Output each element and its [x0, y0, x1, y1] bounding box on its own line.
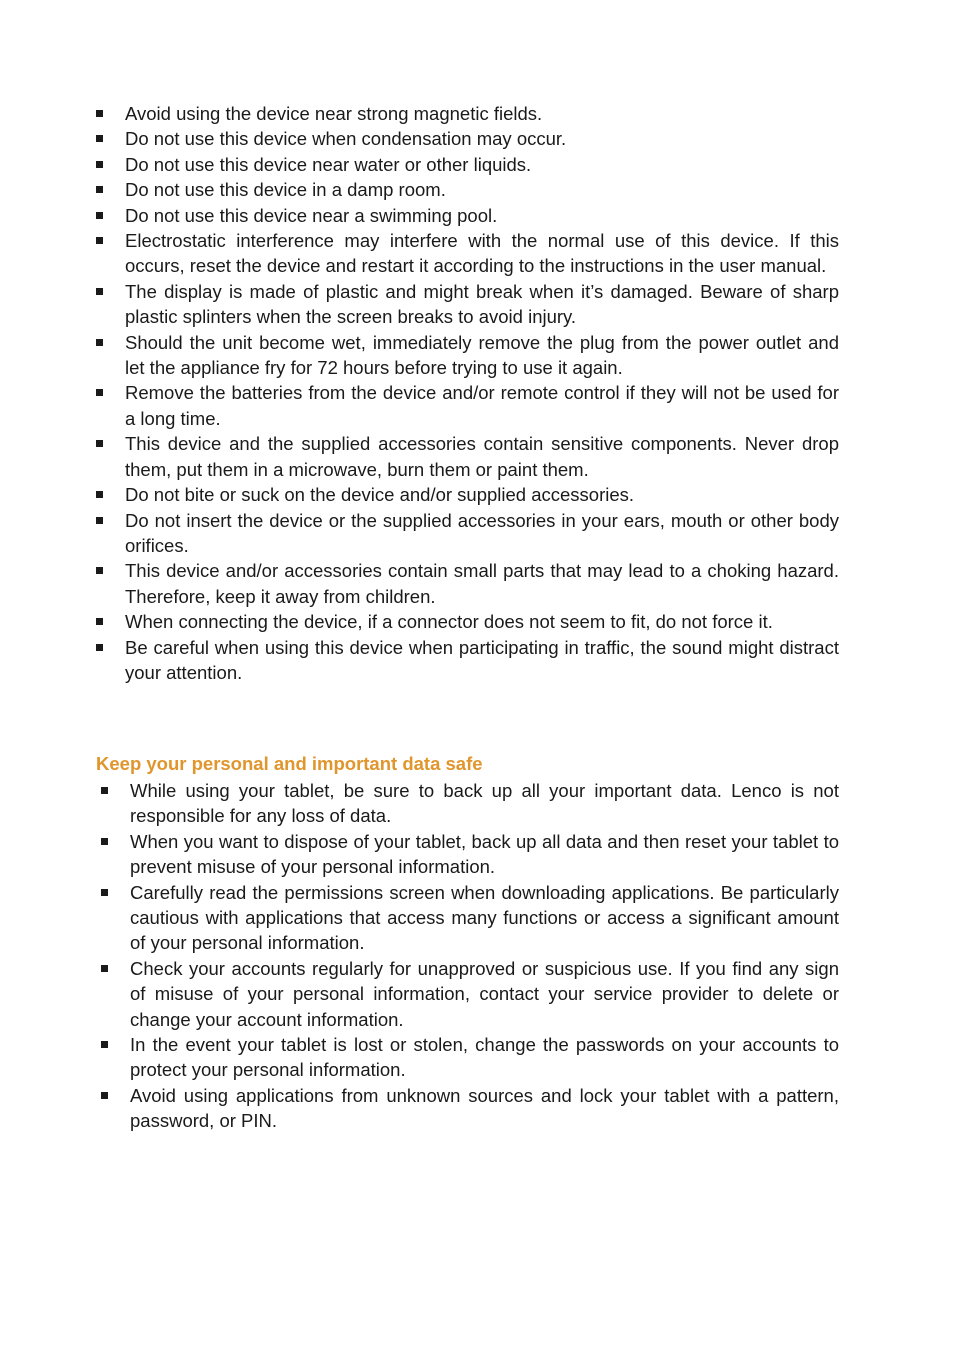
safety-precautions-list	[96, 101, 839, 685]
square-bullet-icon	[96, 389, 103, 396]
list-item	[101, 1083, 839, 1134]
list-item-text: Be careful when using this device when participating in traffic, the sound might distract your attention.	[125, 636, 839, 683]
list-item-text: Carefully read the permissions screen when downloading applications. Be particularly cautious with applications that access many functions or access a significant amount of your personal information.	[130, 881, 839, 954]
list-item-text: When connecting the device, if a connector does not seem to fit, do not force it.	[125, 611, 773, 633]
square-bullet-icon	[96, 135, 103, 142]
list-item	[96, 279, 839, 330]
list-item-text: The display is made of plastic and might break when it’s damaged. Beware of sharp plastic splinters when the screen breaks to avoid injury.	[125, 280, 839, 328]
square-bullet-icon	[96, 237, 103, 244]
list-item	[101, 778, 839, 829]
list-item-text: Do not use this device when condensation may occur.	[125, 128, 567, 150]
list-item-text: In the event your tablet is lost or stolen, change the passwords on your accounts to protect your personal information.	[130, 1034, 839, 1081]
square-bullet-icon	[96, 567, 103, 574]
square-bullet-icon	[96, 618, 103, 625]
list-item	[96, 558, 839, 609]
list-item-text: Should the unit become wet, immediately remove the plug from the power outlet and let the appliance fry for 72 hours before trying to use it again.	[125, 331, 839, 379]
square-bullet-icon	[96, 161, 103, 168]
list-item	[101, 880, 839, 956]
list-item-text: Do not bite or suck on the device and/or supplied accessories.	[125, 484, 635, 506]
list-item-text: Check your accounts regularly for unapproved or suspicious use. If you find any sign of misuse of your personal information, contact your service provider to delete or change your account information.	[130, 957, 839, 1030]
square-bullet-icon	[101, 787, 108, 794]
list-item-text: Remove the batteries from the device and/or remote control if they will not be used for a long time.	[125, 382, 839, 429]
list-item	[96, 380, 839, 431]
list-item	[101, 829, 839, 880]
list-item	[96, 101, 839, 126]
list-item	[96, 482, 839, 507]
list-item	[96, 508, 839, 559]
list-item	[96, 177, 839, 202]
list-item	[101, 1032, 839, 1083]
list-item-text: This device and the supplied accessories contain sensitive components. Never drop them, put them in a microwave, burn them or paint them.	[125, 433, 839, 480]
section-heading: Keep your personal and important data safe	[96, 753, 483, 774]
list-item-text: Do not use this device in a damp room.	[125, 179, 446, 201]
list-item	[96, 203, 839, 228]
list-item-text: Avoid using applications from unknown sources and lock your tablet with a pattern, password, or PIN.	[130, 1084, 839, 1132]
square-bullet-icon	[101, 1041, 108, 1048]
list-item	[96, 609, 839, 634]
square-bullet-icon	[96, 288, 103, 295]
list-item-text: Do not use this device near water or other liquids.	[125, 153, 532, 175]
list-item-text: While using your tablet, be sure to back up all your important data. Lenco is not responsible for any loss of data.	[130, 780, 839, 827]
square-bullet-icon	[101, 889, 108, 896]
list-item	[96, 228, 839, 279]
list-item-text: Do not insert the device or the supplied accessories in your ears, mouth or other body orifices.	[125, 509, 839, 556]
square-bullet-icon	[96, 491, 103, 498]
square-bullet-icon	[101, 838, 108, 845]
list-item-text: Electrostatic interference may interfere with the normal use of this device. If this occurs, reset the device and restart it according to the instructions in the user manual.	[125, 230, 839, 277]
list-item-text: Avoid using the device near strong magnetic fields.	[125, 103, 543, 124]
square-bullet-icon	[96, 186, 103, 193]
data-safety-list	[101, 778, 839, 1134]
square-bullet-icon	[96, 644, 103, 651]
list-item	[96, 152, 839, 177]
list-item	[96, 330, 839, 381]
square-bullet-icon	[96, 517, 103, 524]
list-item-text: When you want to dispose of your tablet, back up all data and then reset your tablet to prevent misuse of your personal information.	[130, 830, 839, 878]
square-bullet-icon	[101, 1092, 108, 1099]
square-bullet-icon	[96, 212, 103, 219]
list-item-text: This device and/or accessories contain small parts that may lead to a choking hazard. Therefore, keep it away from children.	[125, 560, 839, 607]
list-item	[96, 126, 839, 151]
square-bullet-icon	[96, 110, 103, 117]
list-item	[101, 956, 839, 1032]
square-bullet-icon	[101, 965, 108, 972]
list-item-text: Do not use this device near a swimming pool.	[125, 204, 498, 226]
square-bullet-icon	[96, 440, 103, 447]
square-bullet-icon	[96, 339, 103, 346]
list-item	[96, 431, 839, 482]
list-item	[96, 635, 839, 686]
